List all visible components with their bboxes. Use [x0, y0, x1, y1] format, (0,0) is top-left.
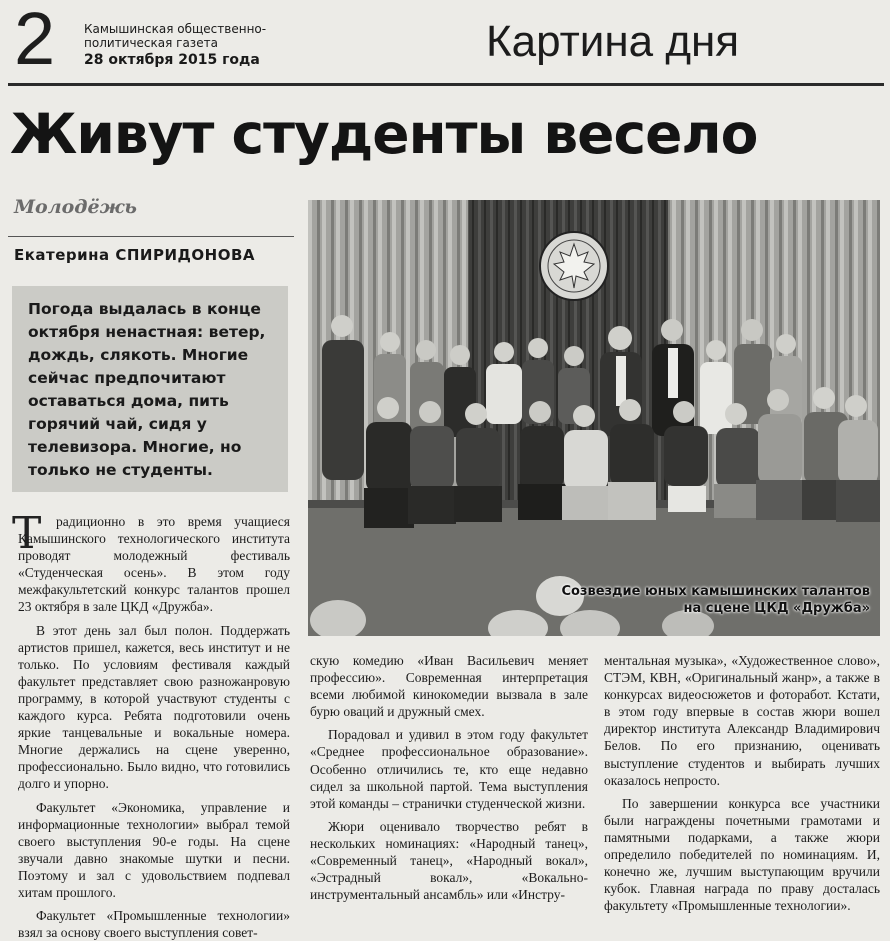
photo-caption-line-1: Созвездие юных камышинских талантов — [561, 584, 870, 599]
photo-illustration — [308, 200, 880, 636]
paragraph: В этот день зал был полон. Поддержать артистов пришел, кажется, весь институт и не только. По условиям фестиваля каждый факультет представляет свою разножанровую программу, в которой участвуют студенты с каждого курса. Ребята подготовили очень яркие танцевальные и вокальные номера. Многие держались на сцене уверенно, профессионально. Было видно, что готовились долго и упорно. — [18, 622, 290, 792]
drop-cap: Т — [12, 508, 42, 559]
article-rubric: Молодёжь — [14, 196, 137, 218]
page-number: 2 — [14, 0, 56, 80]
paragraph: скую комедию «Иван Васильевич меняет профессию». Современная интерпретация всеми любимой кинокомедии вызвала в зале бурю оваций и дружный смех. — [310, 653, 588, 720]
newspaper-name: Камышинская общественно-политическая газета — [84, 22, 267, 50]
paragraph: ментальная музыка», «Художественное слово», СТЭМ, КВН, «Оригинальный жанр», а также в конкурсах видеосюжетов и фоторабот. Кстати, в этом году впервые в состав жюри вошел директор института Александр Владимирович Белов. По его признанию, оценивать выступление студентов и выбирать лучших оказалось непросто. — [604, 653, 880, 788]
paragraph: радиционно в это время учащиеся Камышинского технологического института проводят молодежный фестиваль «Студенческая осень». В этом году межфакультетский конкурс талантов прошел 23 октября в зале ЦКД «Дружба». — [18, 514, 290, 615]
article-lead: Погода выдалась в конце октября ненастная: ветер, дождь, слякоть. Многие сейчас предпочитают оставаться дома, пить горячий чай, сидя у телевизора. Многие, но только не студенты. — [28, 300, 266, 479]
maple-leaf-emblem-icon — [540, 232, 608, 300]
article-author: Екатерина СПИРИДОНОВА — [14, 246, 255, 264]
paragraph: По завершении конкурса все участники были награждены почетными грамотами и памятными подарками, а также жюри определило победителей по номинациям. И, конечно же, лучшим выступающим вручили кубок. Главная награда по праву досталась факультету «Промышленные технологии». — [604, 795, 880, 914]
photo-caption — [308, 583, 870, 617]
article-column-3 — [604, 652, 880, 914]
group-photo — [308, 200, 880, 636]
author-divider — [8, 236, 294, 237]
photo-caption-line-2: на сцене ЦКД «Дружба» — [683, 601, 870, 616]
article-column-1 — [18, 513, 290, 941]
paragraph: Жюри оценивало творчество ребят в нескольких номинациях: «Народный танец», «Современный танец», «Народный вокал», «Эстрадный вокал», «Вокально-инструментальный ансамбль» или «Инстру- — [310, 818, 588, 903]
issue-date: 28 октября 2015 года — [84, 52, 260, 68]
paragraph: Факультет «Промышленные технологии» взял за основу своего выступления совет- — [18, 908, 290, 941]
section-title: Картина дня — [486, 17, 740, 66]
paragraph: Порадовал и удивил в этом году факультет «Среднее профессиональное образование». Особенно отличились те, кто еще недавно сидел за школьной партой. Тема выступления этой команды – странички студенческой жизни. — [310, 727, 588, 811]
article-headline: Живут студенты весело — [10, 102, 758, 166]
header-divider — [8, 83, 884, 86]
article-column-2 — [310, 652, 588, 903]
paragraph: Факультет «Экономика, управление и информационные технологии» выбрал темой своего выступления 90-е годы. На сцене звучали давно знакомые шутки и песни. Поэтому и зал с удовольствием подпевал хитам прошлого. — [18, 799, 290, 900]
